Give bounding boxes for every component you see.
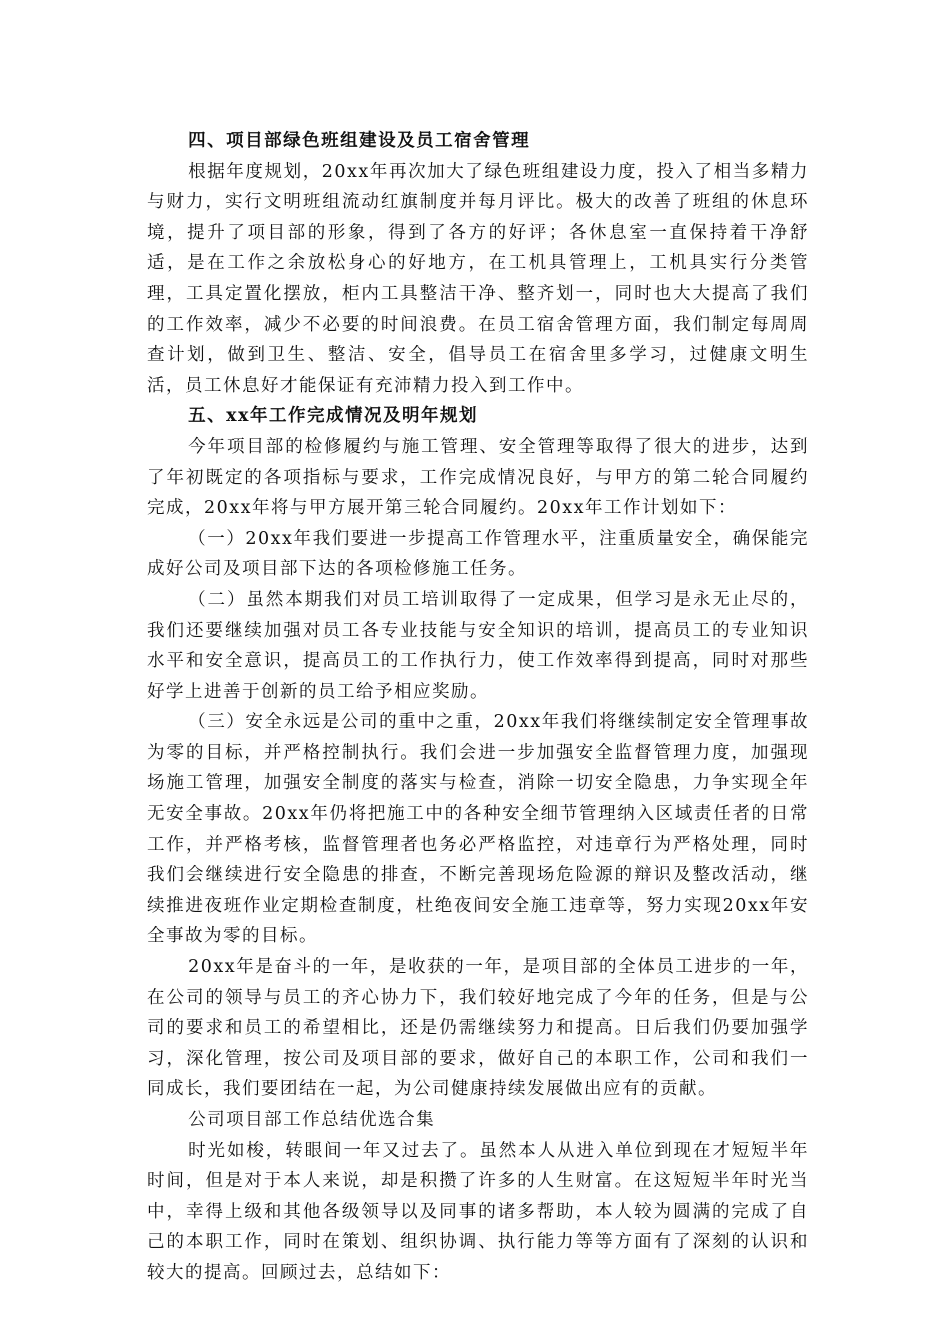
section-4-heading: 四、项目部绿色班组建设及员工宿舍管理 bbox=[188, 131, 531, 151]
closing-paragraph: 20xx年是奋斗的一年，是收获的一年，是项目部的全体员工进步的一年，在公司的领导与员工的齐心协力下，我们较好地完成了今年的任务，但是与公司的要求和员工的希望相比，还是仍需继续努力和提高。日后我们仍要加强学习，深化管理，按公司及项目部的要求，做好自己的本职工作，公司和我们一同成长，我们要团结在一起，为公司健康持续发展做出应有的贡献。 bbox=[147, 957, 809, 1100]
plan-item-1: （一）20xx年我们要进一步提高工作管理水平，注重质量安全，确保能完成好公司及项目部下达的各项检修施工任务。 bbox=[147, 528, 809, 580]
section-5-heading: 五、xx年工作完成情况及明年规划 bbox=[188, 406, 478, 427]
section-5-intro-paragraph: 今年项目部的检修履约与施工管理、安全管理等取得了很大的进步，达到了年初既定的各项指标与要求，工作完成情况良好，与甲方的第二轮合同履约完成，20xx年将与甲方展开第三轮合同履约。20xx年工作计划如下： bbox=[147, 436, 809, 519]
collection-intro-paragraph: 时光如梭，转眼间一年又过去了。虽然本人从进入单位到现在才短短半年时间，但是对于本人来说，却是积攒了许多的人生财富。在这短短半年时光当中，幸得上级和其他各级领导以及同事的诸多帮助，本人较为圆满的完成了自己的本职工作，同时在策划、组织协调、执行能力等等方面有了深刻的认识和较大的提高。回顾过去，总结如下： bbox=[147, 1140, 809, 1283]
plan-item-3: （三）安全永远是公司的重中之重，20xx年我们将继续制定安全管理事故为零的目标，并严格控制执行。我们会进一步加强安全监督管理力度，加强现场施工管理，加强安全制度的落实与检查，消除一切安全隐患，力争实现全年无安全事故。20xx年仍将把施工中的各种安全细节管理纳入区域责任者的日常工作，并严格考核，监督管理者也务必严格监控，对违章行为严格处理，同时我们会继续进行安全隐患的排查，不断完善现场危险源的辩识及整改活动，继续推进夜班作业定期检查制度，杜绝夜间安全施工违章等，努力实现20xx年安全事故为零的目标。 bbox=[147, 712, 809, 947]
collection-title: 公司项目部工作总结优选合集 bbox=[188, 1110, 436, 1130]
section-4-paragraph: 根据年度规划，20xx年再次加大了绿色班组建设力度，投入了相当多精力与财力，实行文明班组流动红旗制度并每月评比。极大的改善了班组的休息环境，提升了项目部的形象，得到了各方的好评；各休息室一直保持着干净舒适，是在工作之余放松身心的好地方，在工机具管理上，工机具实行分类管理，工具定置化摆放，柜内工具整洁干净、整齐划一，同时也大大提高了我们的工作效率，减少不必要的时间浪费。在员工宿舍管理方面，我们制定每周周查计划，做到卫生、整洁、安全，倡导员工在宿舍里多学习，过健康文明生活，员工休息好才能保证有充沛精力投入到工作中。 bbox=[147, 161, 809, 396]
plan-item-2: （二）虽然本期我们对员工培训取得了一定成果，但学习是永无止尽的，我们还要继续加强对员工各专业技能与安全知识的培训，提高员工的专业知识水平和安全意识，提高员工的工作执行力，使工作效率得到提高，同时对那些好学上进善于创新的员工给予相应奖励。 bbox=[147, 589, 809, 702]
document-page bbox=[147, 126, 809, 1289]
